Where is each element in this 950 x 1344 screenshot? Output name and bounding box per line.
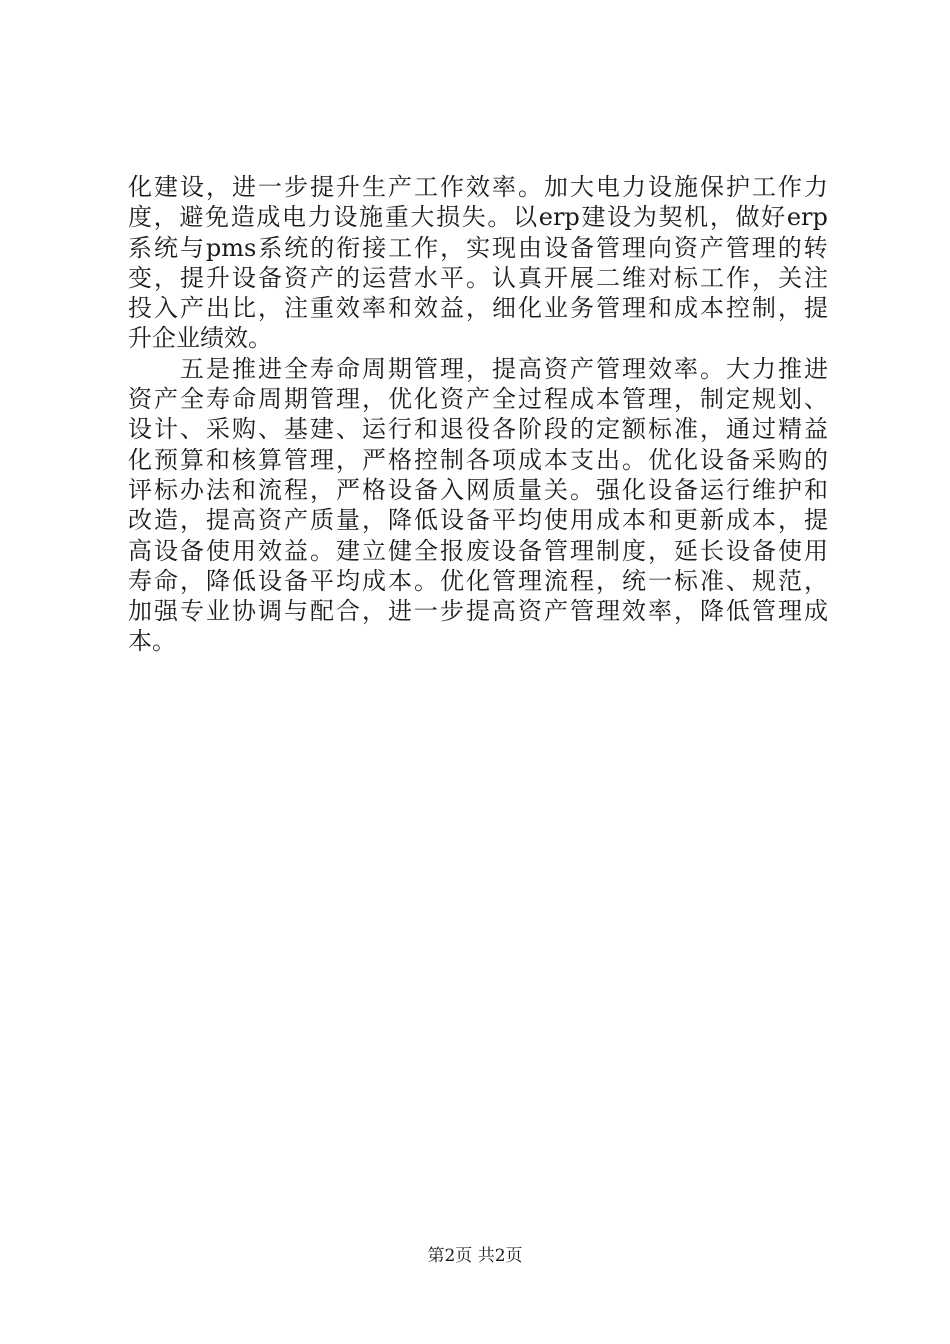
text-line: 化 预 算 和 核 算 管 理 ， 严 格 控 制 各 项 成 本 支 出 。 优 化 设 备 采 购 的 — [128, 445, 828, 474]
text-line: 变 ， 提 升 设 备 资 产 的 运 营 水 平 。 认 真 开 展 二 维 对 标 工 作 ， 关 注 — [128, 263, 828, 292]
text-line: 加 强 专 业 协 调 与 配 合 ， 进 一 步 提 高 资 产 管 理 效 率 ， 降 低 管 理 成 — [128, 597, 828, 626]
text-line: 改 造 ， 提 高 资 产 质 量 ， 降 低 设 备 平 均 使 用 成 本 和 更 新 成 本 ， 提 — [128, 506, 828, 535]
text-line: 设 计 、 采 购 、 基 建 、 运 行 和 退 役 各 阶 段 的 定 额 标 准 ， 通 过 精 益 — [128, 415, 828, 444]
text-line: 五 是 推 进 全 寿 命 周 期 管 理 ， 提 高 资 产 管 理 效 率 。 大 力 推 进 — [180, 354, 828, 383]
text-line: 化 建 设 ， 进 一 步 提 升 生 产 工 作 效 率 。 加 大 电 力 设 施 保 护 工 作 力 — [128, 173, 828, 201]
text-line: 升企业绩效。 — [128, 324, 272, 353]
text-line: 本。 — [128, 627, 176, 656]
text-line: 系 统 与 pms 系 统 的 衔 接 工 作 ， 实 现 由 设 备 管 理 向 资 产 管 理 的 转 — [128, 233, 828, 262]
text-line: 资 产 全 寿 命 周 期 管 理 ， 优 化 资 产 全 过 程 成 本 管 理 ， 制 定 规 划 、 — [128, 385, 828, 414]
text-line: 度 ， 避 免 造 成 电 力 设 施 重 大 损 失 。 以 erp 建 设 为 契 机 ， 做 好 erp — [128, 203, 828, 232]
text-line: 高 设 备 使 用 效 益 。 建 立 健 全 报 废 设 备 管 理 制 度 ， 延 长 设 备 使 用 — [128, 536, 828, 565]
text-line: 评 标 办 法 和 流 程 ， 严 格 设 备 入 网 质 量 关 。 强 化 设 备 运 行 维 护 和 — [128, 475, 828, 504]
body-text — [128, 172, 828, 657]
text-line: 寿 命 ， 降 低 设 备 平 均 成 本 。 优 化 管 理 流 程 ， 统 一 标 准 、 规 范 ， — [128, 566, 828, 595]
text-line: 投 入 产 出 比 ， 注 重 效 率 和 效 益 ， 细 化 业 务 管 理 和 成 本 控 制 ， 提 — [128, 294, 828, 323]
page-number-footer: 第2页 共2页 — [427, 1246, 523, 1266]
